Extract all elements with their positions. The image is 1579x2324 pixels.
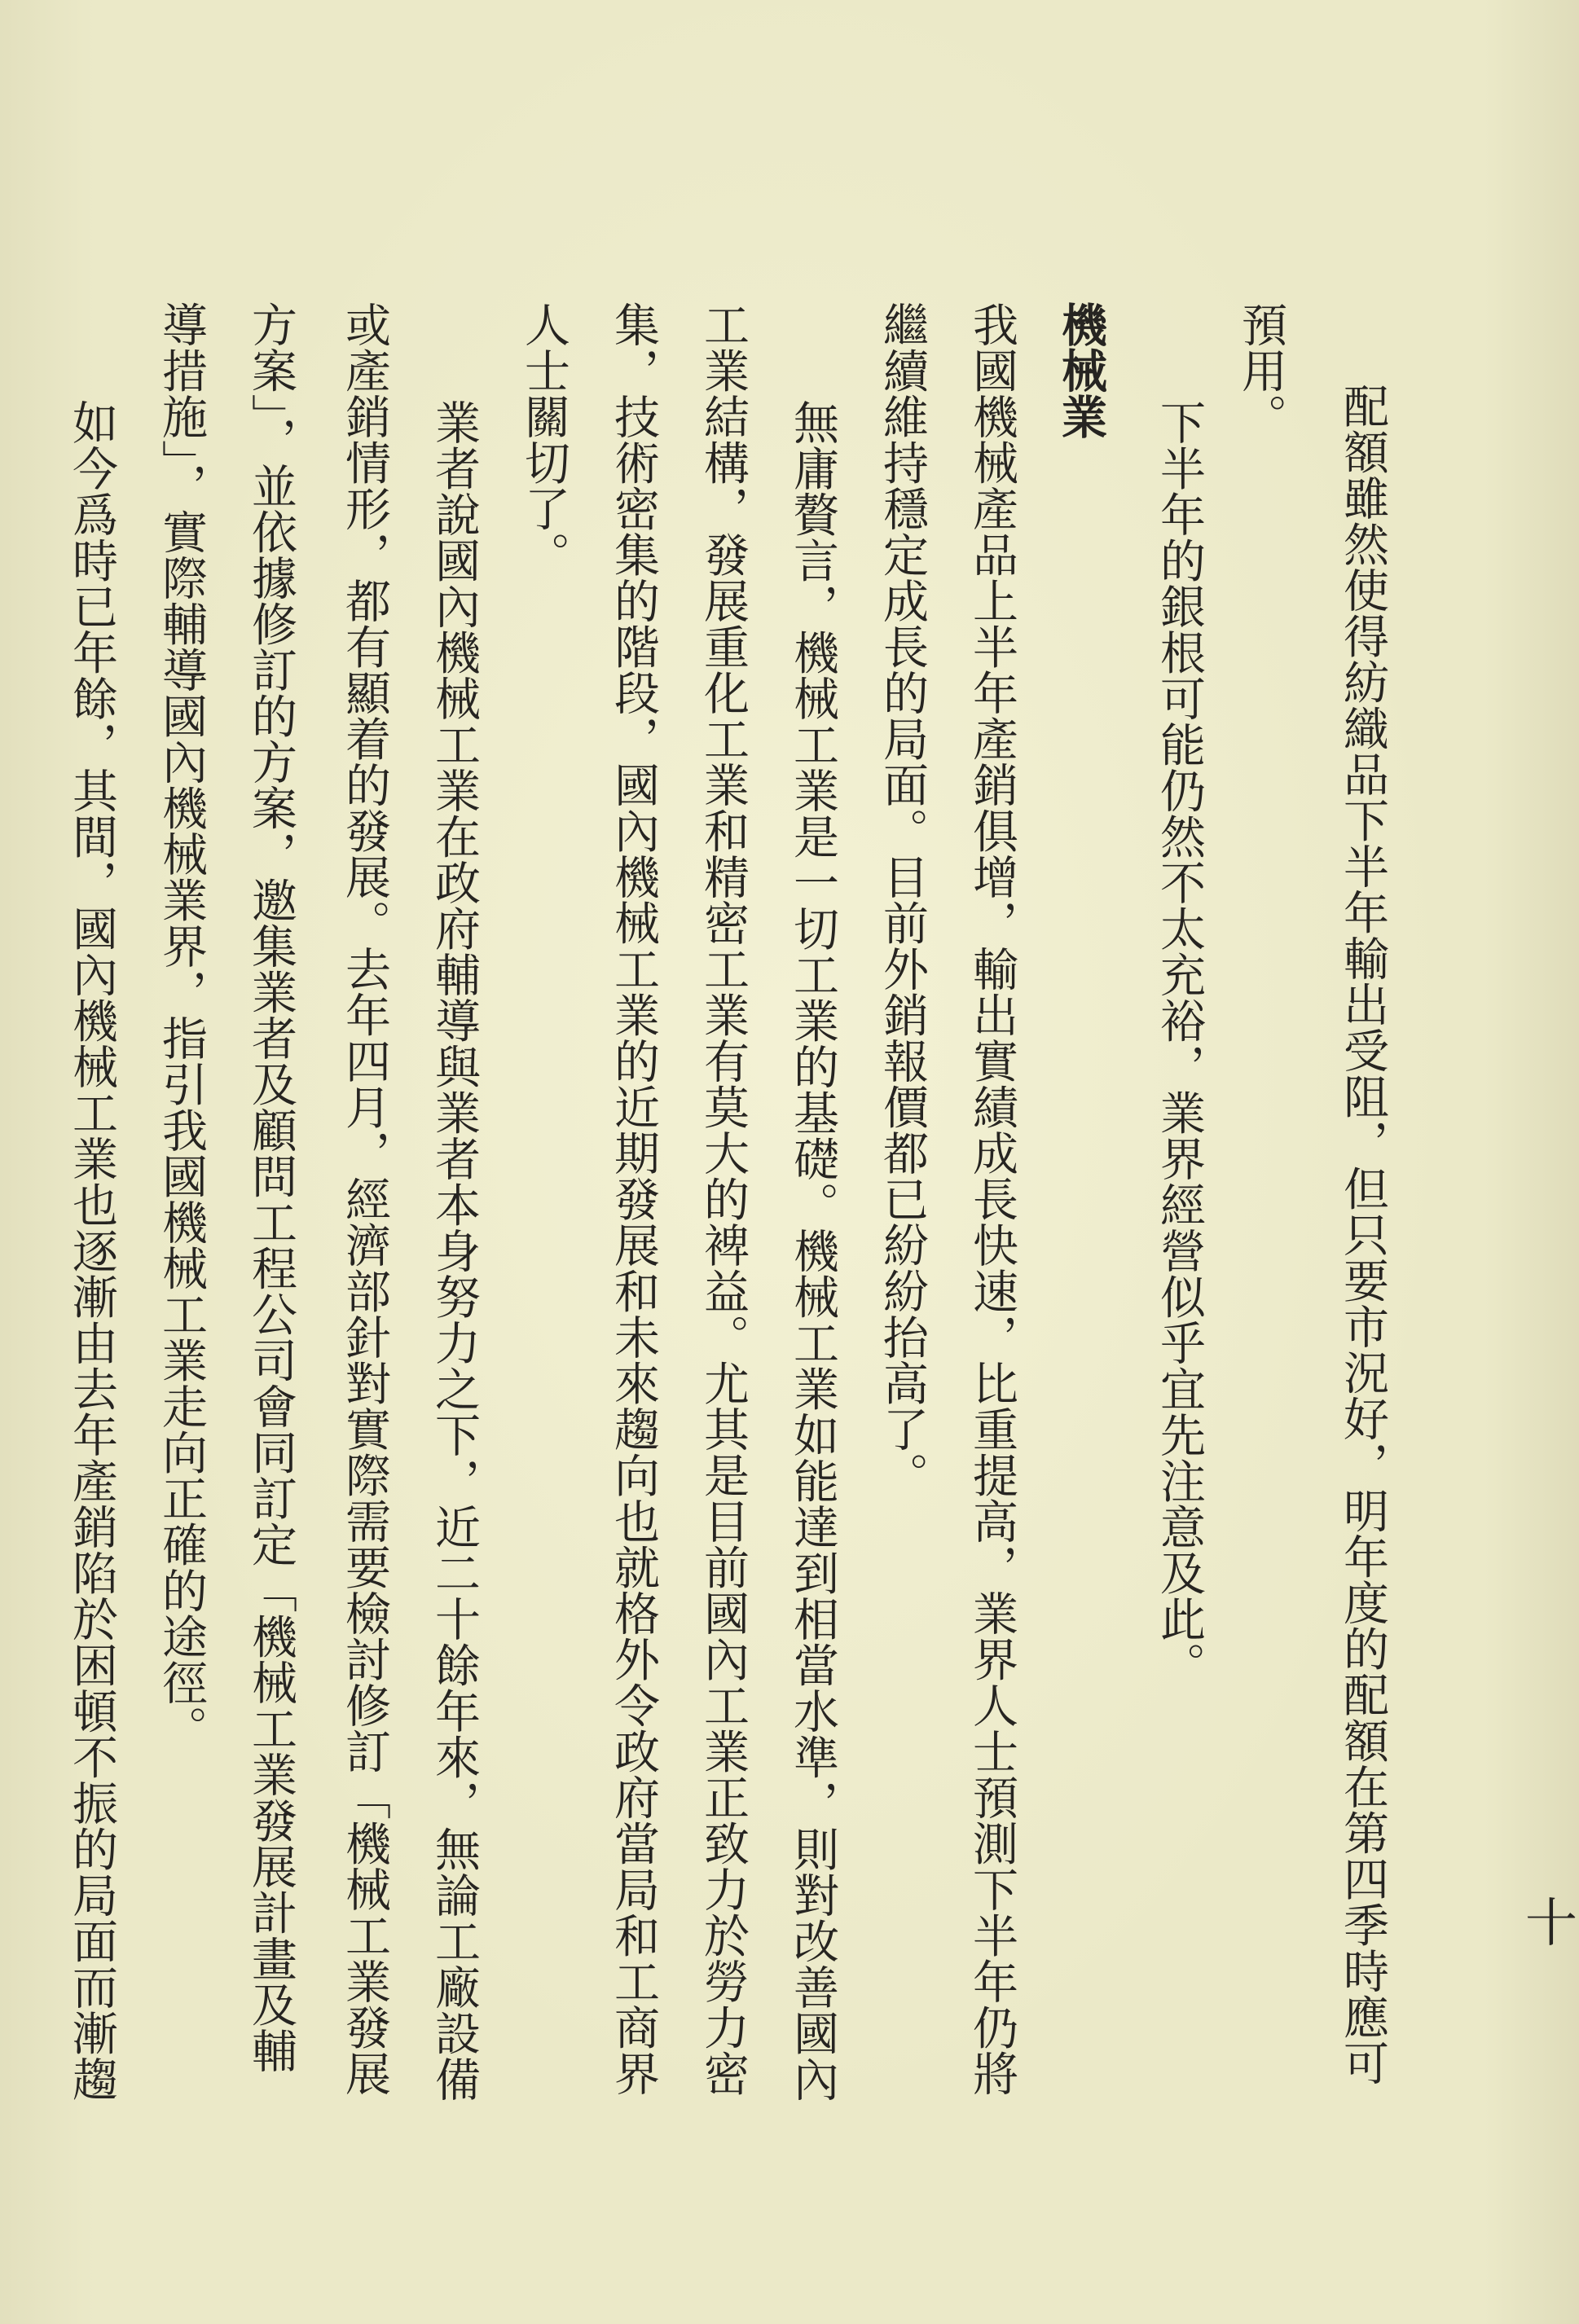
text-column-15: 如今爲時已年餘，其間，國內機械工業也逐漸由去年產銷陷於困頓不振的局面而漸趨 [65,399,118,2102]
text-column-14: 導措施」，實際輔導國內機械業界，指引我國機械工業走向正確的途徑。 [155,301,208,1751]
text-column-6: 繼續維持穩定成長的局面。目前外銷報價都已紛紛抬高了。 [876,301,929,1498]
text-column-11: 業者說國內機械工業在政府輔導與業者本身努力之下，近二十餘年來，無論工廠設備 [428,399,481,2102]
text-column-10: 人士關切了。 [517,301,570,578]
section-heading-machinery: 機械業 [1054,301,1108,440]
text-column-12: 或產銷情形，都有顯着的發展。去年四月，經濟部針對實際需要檢討修訂「機械工業發展 [338,301,391,2097]
text-column-2: 預用。 [1234,301,1287,440]
text-column-13: 方案」，並依據修訂的方案，邀集業者及顧問工程公司會同訂定「機械工業發展計畫及輔 [244,301,297,2074]
text-column-1: 配額雖然使得紡織品下半年輸出受阻，但只要市況好，明年度的配額在第四季時應可 [1336,383,1389,2086]
page-number: 十 [1525,1894,1577,1954]
text-column-3: 下半年的銀根可能仍然不太充裕，業界經營似乎宜先注意及此。 [1153,399,1206,1688]
text-column-7: 無庸贅言，機械工業是一切工業的基礎。機械工業如能達到相當水準，則對改善國內 [786,399,839,2102]
text-column-5: 我國機械產品上半年產銷俱增，輸出實績成長快速，比重提高，業界人士預測下半年仍將 [965,301,1018,2097]
text-column-9: 集，技術密集的階段，國內機械工業的近期發展和未來趨向也就格外令政府當局和工商界 [607,301,660,2097]
text-column-8: 工業結構，發展重化工業和精密工業有莫大的裨益。尤其是目前國內工業正致力於勞力密 [697,301,750,2097]
